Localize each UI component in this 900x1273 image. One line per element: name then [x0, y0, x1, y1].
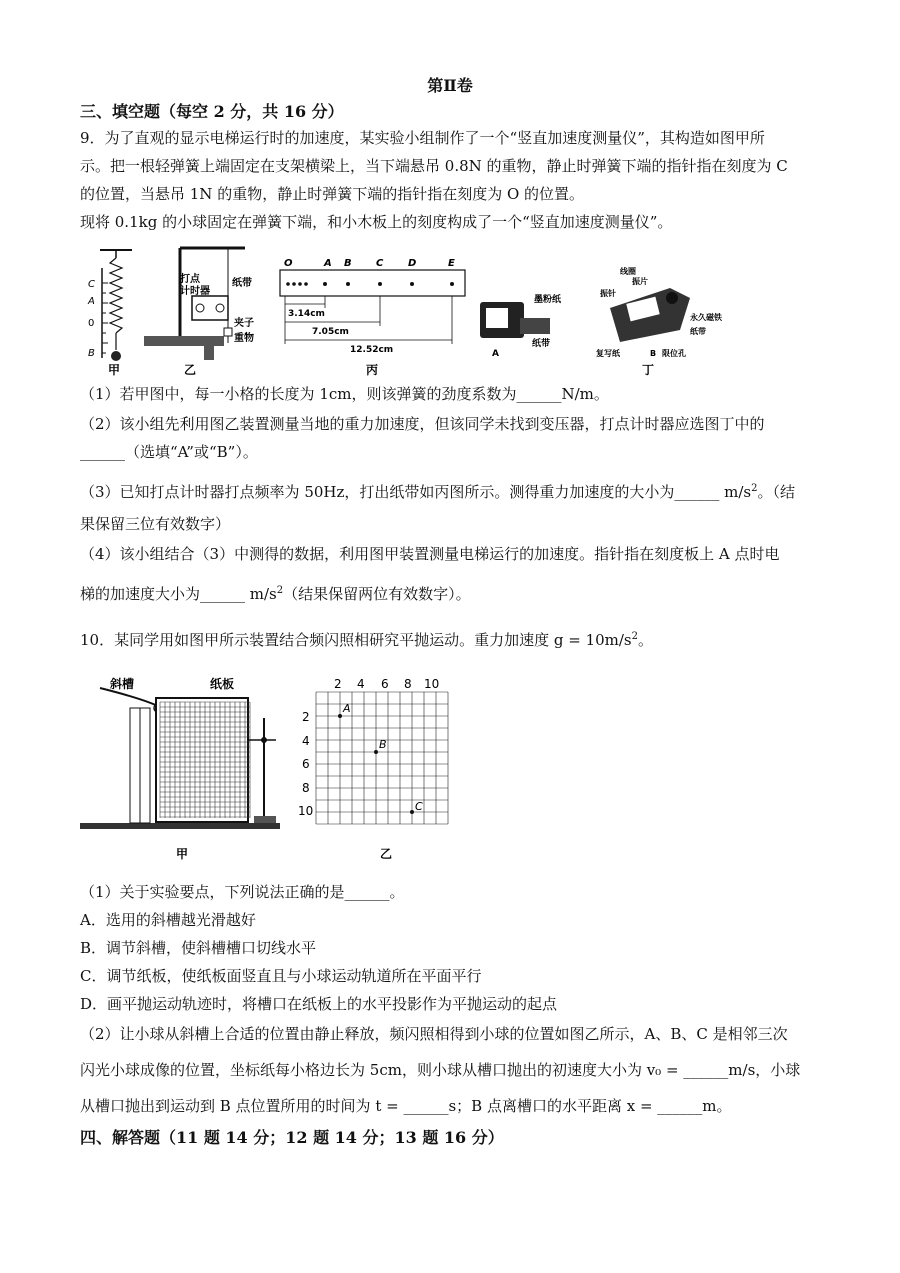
- label-jia: 甲: [108, 363, 121, 377]
- y-tick-8: 8: [302, 781, 310, 795]
- scale-label-c: C: [88, 279, 95, 290]
- q9-line-4: 现将 0.1kg 的小球固定在弹簧下端，和小木板上的刻度构成了一个“竖直加速度测量仪”。: [80, 213, 673, 231]
- tape-point-a: A: [324, 258, 332, 269]
- q10-option-b: B．调节斜槽，使斜槽槽口切线水平: [80, 939, 317, 957]
- q9-figures: [80, 238, 820, 378]
- q10-option-d: D．画平抛运动轨迹时，将槽口在纸板上的水平投影作为平抛运动的起点: [80, 995, 558, 1013]
- q9-part-4b: [80, 584, 820, 606]
- tape-distance-1: 3.14cm: [288, 309, 325, 319]
- tape-distance-3: 12.52cm: [350, 345, 394, 355]
- x-tick-8: 8: [404, 677, 412, 691]
- y-tick-6: 6: [302, 757, 310, 771]
- x-tick-6: 6: [381, 677, 389, 691]
- q9-part-2a: （2）该小组先利用图乙装置测量当地的重力加速度，但该同学未找到变压器，打点计时器应选图丁中的: [80, 415, 765, 433]
- scale-label-a: A: [88, 296, 95, 307]
- q10-part-2b: 闪光小球成像的位置，坐标纸每小格边长为 5cm，则小球从槽口抛出的初速度大小为 v₀ = ______m/s，小球: [80, 1061, 801, 1079]
- label-ding-carbon: 复写纸: [596, 349, 620, 358]
- q9-line-1: 9．为了直观的显示电梯运行时的加速度，某实验小组制作了一个“竖直加速度测量仪”，其构造如图甲所: [80, 129, 765, 147]
- q9-part-4b-sup: 2: [276, 585, 284, 596]
- tape-point-b: B: [344, 258, 352, 269]
- q9-line-3: 的位置，当悬吊 1N 的重物，静止时弹簧下端的指针指在刻度为 O 的位置。: [80, 185, 585, 203]
- label-clip: 夹子: [234, 318, 254, 329]
- point-c-marker: [410, 810, 414, 814]
- label-ding-vibrator: 振片: [632, 277, 648, 286]
- y-tick-10: 10: [298, 804, 314, 818]
- figure-ding: [480, 266, 722, 377]
- x-tick-2: 2: [334, 677, 342, 691]
- y-tick-4: 4: [302, 734, 310, 748]
- scale-label-0: 0: [88, 318, 95, 329]
- q9-part-4b-tail: （结果保留两位有效数字）。: [283, 585, 471, 603]
- label-ding-tape-a: 纸带: [532, 339, 551, 349]
- q9-part-2b: ______（选填“A”或“B”）。: [80, 443, 258, 461]
- q10-line-1-sup: 2: [631, 631, 639, 642]
- q9-part-4a: （4）该小组结合（3）中测得的数据，利用图甲装置测量电梯运行的加速度。指针指在刻度板上 A 点时电: [80, 545, 780, 563]
- tape-point-o: O: [284, 258, 293, 269]
- q10-line-1-text: 10．某同学用如图甲所示装置结合频闪照相研究平抛运动。重力加速度 g = 10m/s: [80, 631, 632, 649]
- tape-point-e: E: [448, 258, 455, 269]
- figure-q10-jia: [80, 676, 280, 861]
- q10-option-c: C．调节纸板，使纸板面竖直且与小球运动轨道所在平面平行: [80, 967, 482, 985]
- q10-line-1-tail: 。: [638, 631, 654, 649]
- label-ding: 丁: [642, 363, 655, 377]
- label-timer-1: 打点: [180, 274, 200, 285]
- q9-part-3a: [80, 482, 820, 504]
- q10-part-2a: （2）让小球从斜槽上合适的位置由静止释放，频闪照相得到小球的位置如图乙所示，A、B、C 是相邻三次: [80, 1025, 788, 1043]
- label-bing: 丙: [366, 363, 379, 377]
- q9-part-3b: 果保留三位有效数字）: [80, 515, 231, 533]
- label-chute: 斜槽: [110, 677, 135, 691]
- tape-distance-2: 7.05cm: [312, 327, 349, 337]
- label-q10-jia: 甲: [176, 847, 189, 861]
- q9-line-2: 示。把一根轻弹簧上端固定在支架横梁上，当下端悬吊 0.8N 的重物，静止时弹簧下端的指针指在刻度为 C: [80, 157, 788, 175]
- q9-part-3a-text: （3）已知打点计时器打点频率为 50Hz，打出纸带如丙图所示。测得重力加速度的大小为______ m/s: [80, 483, 752, 501]
- figure-q10-yi: [298, 677, 448, 861]
- label-tape: 纸带: [232, 278, 252, 289]
- scale-label-b: B: [88, 348, 95, 359]
- tape-point-d: D: [408, 258, 417, 269]
- x-tick-10: 10: [424, 677, 440, 691]
- label-timer-2: 计时器: [180, 286, 210, 297]
- q10-line-1: [80, 630, 820, 652]
- label-ding-ink-paper: 墨粉纸: [534, 295, 562, 305]
- q9-part-3a-tail: 。（结: [757, 483, 796, 501]
- q10-figures: [80, 668, 460, 868]
- y-tick-2: 2: [302, 710, 310, 724]
- label-weight: 重物: [234, 333, 254, 344]
- q9-part-3a-sup: 2: [751, 483, 758, 494]
- q9-part-4b-text: 梯的加速度大小为______ m/s: [80, 585, 277, 603]
- x-tick-4: 4: [357, 677, 365, 691]
- label-ding-needle: 振针: [600, 289, 616, 298]
- tape-point-c: C: [376, 258, 384, 269]
- section-3-heading: 三、填空题（每空 2 分，共 16 分）: [80, 102, 344, 121]
- label-ding-tape-b: 纸带: [690, 327, 706, 336]
- figure-bing: [280, 258, 465, 377]
- page-title: 第Ⅱ卷: [427, 76, 473, 95]
- label-ding-a: A: [492, 349, 499, 359]
- point-c-label: C: [415, 800, 423, 813]
- point-a-marker: [338, 714, 342, 718]
- label-ding-magnet: 永久磁铁: [690, 313, 722, 322]
- q10-part-1: （1）关于实验要点，下列说法正确的是______。: [80, 883, 405, 901]
- q10-option-a: A．选用的斜槽越光滑越好: [80, 911, 256, 929]
- figure-yi: [144, 248, 254, 377]
- label-board: 纸板: [210, 677, 235, 691]
- label-ding-b: B: [650, 349, 657, 358]
- label-yi: 乙: [184, 363, 197, 377]
- point-b-marker: [374, 750, 378, 754]
- section-4-heading: 四、解答题（11 题 14 分；12 题 14 分；13 题 16 分）: [80, 1128, 504, 1147]
- figure-jia: [87, 250, 132, 377]
- label-q10-yi: 乙: [380, 847, 393, 861]
- q10-part-2c: 从槽口抛出到运动到 B 点位置所用的时间为 t = ______s；B 点离槽口的水平距离 x = ______m。: [80, 1097, 732, 1115]
- point-b-label: B: [379, 738, 387, 751]
- point-a-label: A: [343, 702, 351, 715]
- label-ding-coil: 线圈: [620, 267, 636, 276]
- q9-part-1: （1）若甲图中，每一小格的长度为 1cm，则该弹簧的劲度系数为______N/m。: [80, 385, 609, 403]
- label-ding-limit-hole: 限位孔: [662, 349, 686, 358]
